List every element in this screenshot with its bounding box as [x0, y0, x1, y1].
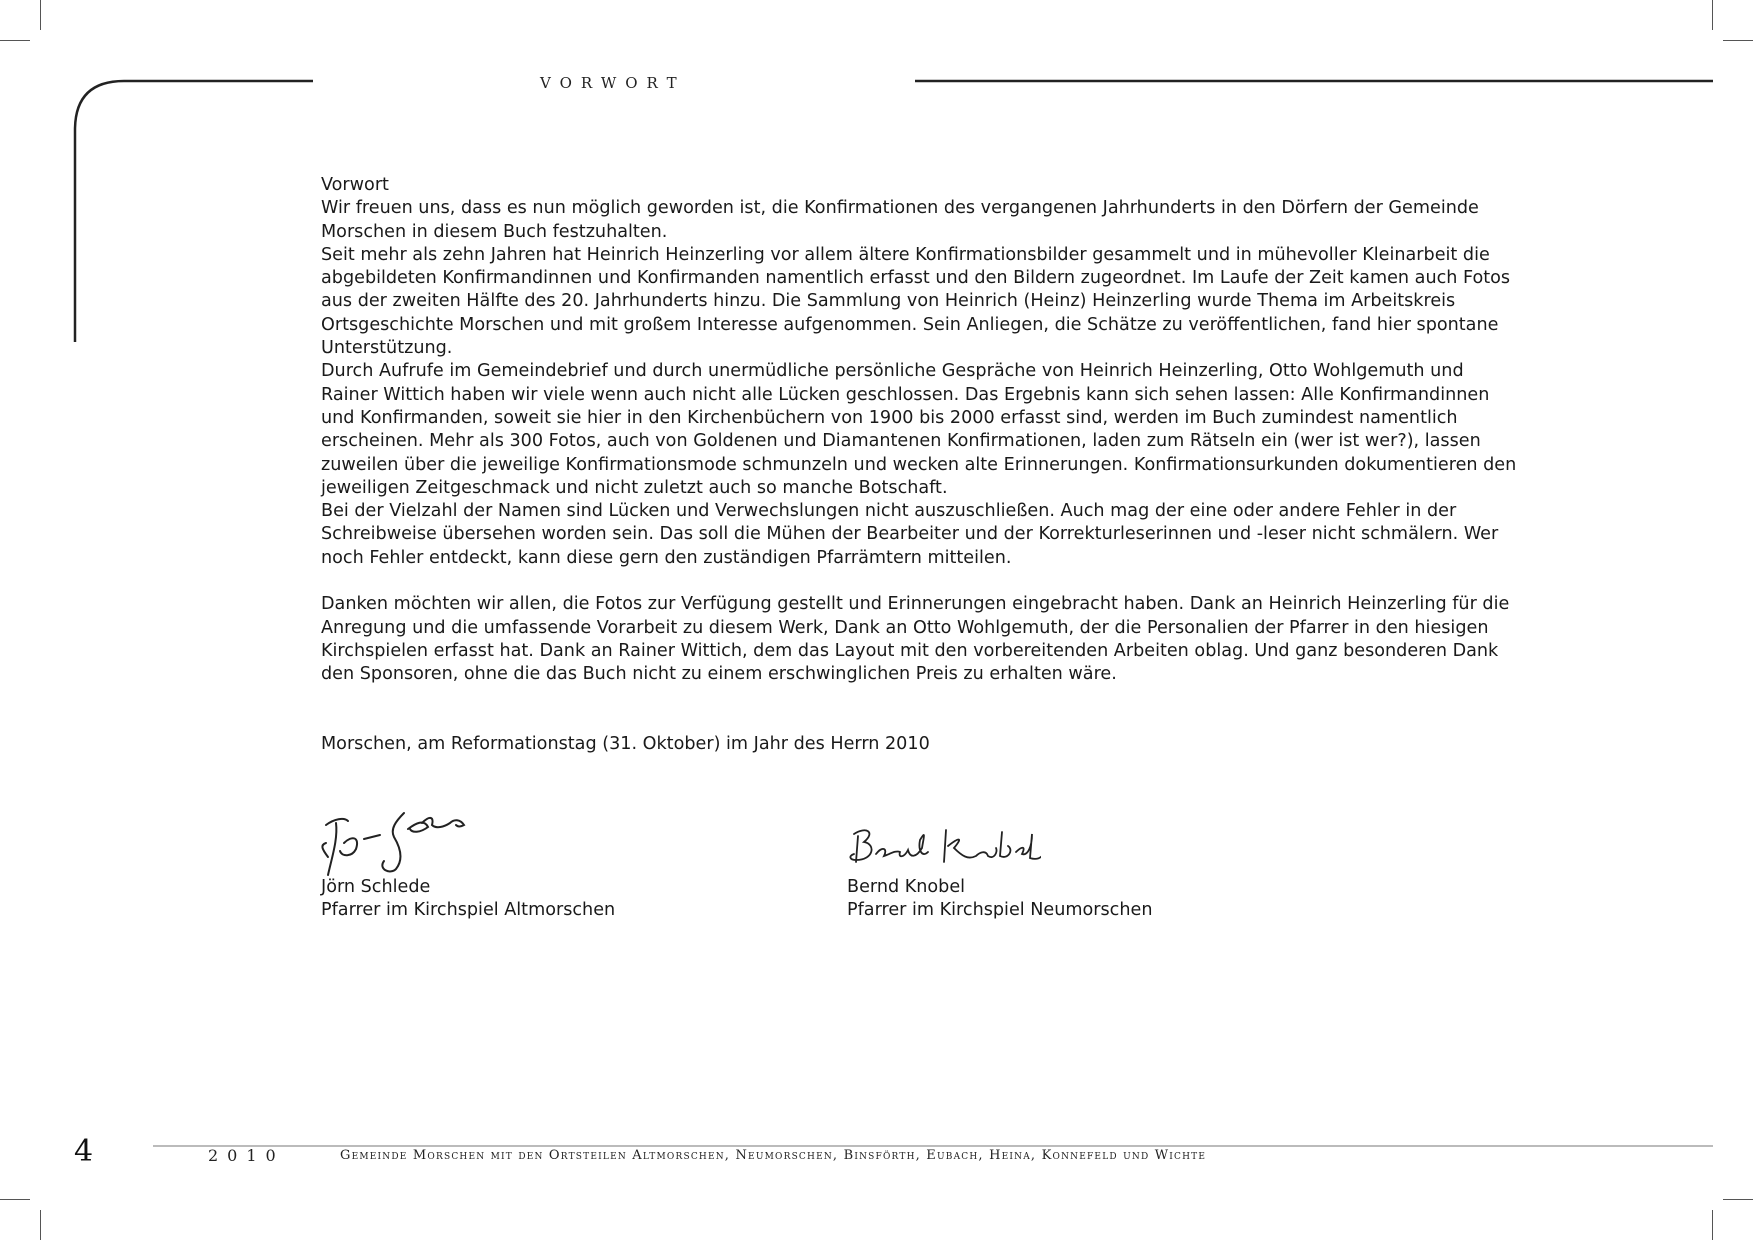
preface-content — [321, 174, 1521, 756]
preface-heading: Vorwort — [321, 175, 389, 195]
paragraph: Wir freuen uns, dass es nun möglich geworden ist, die Konfirmationen des vergangenen Jahrhunderts in den Dörfern der Gemeinde Morschen in diesem Buch festzuhalten. — [321, 198, 1479, 242]
page-number: 4 — [74, 1134, 94, 1169]
signature-knobel — [846, 826, 1041, 876]
thanks-paragraph: Danken möchten wir allen, die Fotos zur Verfügung gestellt und Erinnerungen eingebracht haben. Dank an Heinrich Heinzerling für die Anregung und die umfassende Vorarbeit zu diesem Werk, Dank an Otto Wohlgemuth, der die Personalien der Pfarrer in den hiesigen Kirchspielen erfasst hat. Dank an Rainer Wittich, dem das Layout mit den vorbereitenden Arbeiten oblag. Und ganz besonderen Dank den Sponsoren, ohne die das Buch nicht zu einem erschwinglichen Preis zu erhalten wäre. — [321, 594, 1510, 685]
signatory-knobel — [847, 876, 1153, 923]
signatory-name: Bernd Knobel — [847, 877, 966, 897]
footer-text: Gemeinde Morschen mit den Ortsteilen Altmorschen, Neumorschen, Binsförth, Eubach, Heina, Konnefeld und Wichte — [340, 1148, 1207, 1163]
running-header-title: VORWORT — [540, 74, 686, 92]
signature-schlede — [320, 805, 470, 883]
dateline: Morschen, am Reformationstag (31. Oktober) im Jahr des Herrn 2010 — [321, 734, 930, 755]
paragraph: Bei der Vielzahl der Namen sind Lücken und Verwechslungen nicht auszuschließen. Auch mag der eine oder andere Fehler in der Schreibweise übersehen worden sein. Das soll die Mühen der Bearbeiter und der Korrekturleserinnen und -leser nicht schmälern. Wer noch Fehler entdeckt, kann diese gern den zuständigen Pfarrämtern mitteilen. — [321, 501, 1499, 568]
signatory-role: Pfarrer im Kirchspiel Altmorschen — [321, 900, 616, 921]
signatory-role: Pfarrer im Kirchspiel Neumorschen — [847, 900, 1153, 921]
header-corner-line — [75, 81, 313, 342]
paragraph: Durch Aufrufe im Gemeindebrief und durch unermüdliche persönliche Gespräche von Heinrich Heinzerling, Otto Wohlgemuth und Rainer Wittich haben wir viele wenn auch nicht alle Lücken geschlossen. Das Ergebnis kann sich sehen lassen: Alle Konfirmandinnen und Konfirmanden, soweit sie hier in den Kirchenbüchern von 1900 bis 2000 erfasst sind, werden im Buch zumindest namentlich erscheinen. Mehr als 300 Fotos, auch von Goldenen und Diamantenen Konfirmationen, laden zum Rätseln ein (wer ist wer?), lassen zuweilen über die jeweilige Konfirmationsmode schmunzeln und wecken alte Erinnerungen. Konfirmationsurkunden dokumentieren den jeweiligen Zeitgeschmack und nicht zuletzt auch so manche Botschaft. — [321, 361, 1517, 498]
signatory-name: Jörn Schlede — [321, 877, 431, 897]
paragraph: Seit mehr als zehn Jahren hat Heinrich Heinzerling vor allem ältere Konfirmationsbilder gesammelt und in mühevoller Kleinarbeit die abgebildeten Konfirmandinnen und Konfirmanden namentlich erfasst und den Bildern zugeordnet. Im Laufe der Zeit kamen auch Fotos aus der zweiten Hälfte des 20. Jahrhunderts hinzu. Die Sammlung von Heinrich (Heinz) Heinzerling wurde Thema im Arbeitskreis Ortsgeschichte Morschen und mit großem Interesse aufgenommen. Sein Anliegen, die Schätze zu veröffentlichen, fand hier spontane Unterstützung. — [321, 244, 1511, 359]
signatory-schlede — [321, 876, 615, 923]
footer-year: 2010 — [208, 1146, 285, 1165]
